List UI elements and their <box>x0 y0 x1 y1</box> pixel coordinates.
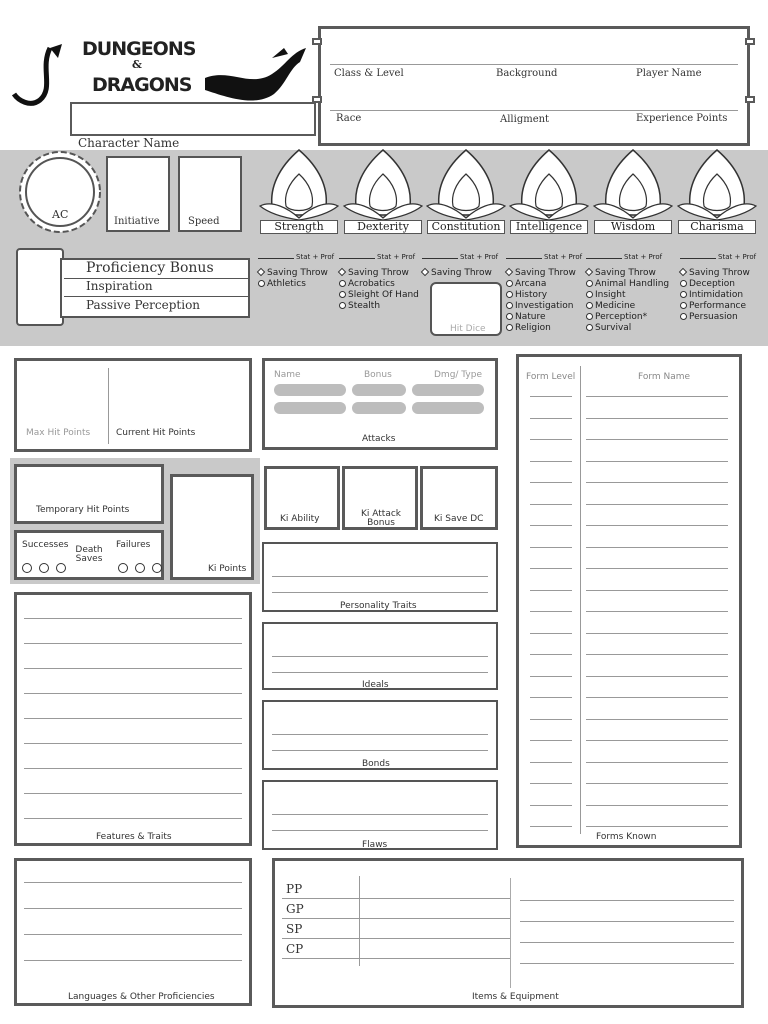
form-name-line[interactable] <box>586 826 728 827</box>
proficiency-circle-icon <box>680 291 687 298</box>
ability-dexterity[interactable] <box>342 148 424 236</box>
flame-icon <box>676 148 758 224</box>
ruled-line <box>24 693 242 694</box>
character-name-field[interactable] <box>70 102 316 136</box>
field-line <box>330 110 738 111</box>
speed-label: Speed <box>188 216 220 227</box>
attack-dmg-field[interactable] <box>412 402 484 414</box>
attack-dmg-header: Dmg/ Type <box>434 370 482 380</box>
proficiency-diamond-icon <box>679 268 687 276</box>
frame-tab <box>312 96 322 103</box>
ruled-line <box>24 668 242 669</box>
skill-item[interactable]: Athletics <box>258 279 328 290</box>
death-saves-title: Death Saves <box>75 545 103 564</box>
skill-item[interactable]: Persuasion <box>680 312 750 323</box>
ac-shield[interactable] <box>18 150 102 234</box>
skills-str <box>258 268 328 290</box>
coin-sp[interactable]: SP <box>286 922 303 936</box>
form-name-line[interactable] <box>586 611 728 612</box>
skills-int <box>506 268 576 334</box>
equipment-divider <box>510 878 511 988</box>
proficiency-circle-icon <box>506 280 513 287</box>
race-label[interactable]: Race <box>336 113 362 124</box>
stat-prof-line[interactable]: Stat + Prof <box>258 253 334 261</box>
ac-label: AC <box>52 208 69 221</box>
form-name-header: Form Name <box>638 372 691 382</box>
ruled-line <box>24 768 242 769</box>
success-circle[interactable] <box>39 563 49 573</box>
stat-prof-line[interactable]: Stat + Prof <box>506 253 582 261</box>
ability-wisdom[interactable] <box>592 148 674 236</box>
proficiency-circle-icon <box>586 324 593 331</box>
flame-icon <box>425 148 507 224</box>
ruled-line <box>24 793 242 794</box>
form-level-line[interactable] <box>530 697 572 698</box>
skill-item[interactable]: Perception* <box>586 312 669 323</box>
alignment-label[interactable]: Alligment <box>500 114 550 125</box>
attack-name-field[interactable] <box>274 384 346 396</box>
form-level-line[interactable] <box>530 504 572 505</box>
ruled-line <box>24 882 242 883</box>
ruled-line <box>24 618 242 619</box>
personality-traits-label: Personality Traits <box>340 601 417 611</box>
flame-icon <box>592 148 674 224</box>
form-name-line[interactable] <box>586 525 728 526</box>
proficiency-diamond-icon <box>257 268 265 276</box>
form-level-line[interactable] <box>530 525 572 526</box>
ruled-line <box>24 643 242 644</box>
flaws-label: Flaws <box>362 840 388 850</box>
stat-prof-line[interactable]: Stat + Prof <box>680 253 756 261</box>
ability-label: Dexterity <box>344 220 422 234</box>
form-name-line[interactable] <box>586 654 728 655</box>
features-traits-box[interactable] <box>14 592 252 846</box>
success-circle[interactable] <box>56 563 66 573</box>
stat-prof-line[interactable]: Stat + Prof <box>422 253 498 261</box>
form-name-line[interactable] <box>586 762 728 763</box>
attack-bonus-field[interactable] <box>352 402 406 414</box>
form-level-line[interactable] <box>530 740 572 741</box>
form-name-line[interactable] <box>586 396 728 397</box>
character-name-label: Character Name <box>78 136 180 150</box>
ruled-line <box>24 718 242 719</box>
proficiency-circle-icon <box>506 324 513 331</box>
field-line <box>330 64 738 65</box>
form-level-line[interactable] <box>530 719 572 720</box>
form-name-line[interactable] <box>586 805 728 806</box>
form-level-header: Form Level <box>526 372 576 382</box>
temp-hp-label: Temporary Hit Points <box>36 505 130 515</box>
player-name-label[interactable]: Player Name <box>636 68 702 79</box>
ideals-box[interactable] <box>262 622 498 690</box>
proficiency-circle-icon <box>680 280 687 287</box>
form-level-line[interactable] <box>530 547 572 548</box>
proficiency-circle-icon <box>586 313 593 320</box>
form-level-line[interactable] <box>530 805 572 806</box>
ki-save-label: Ki Save DC <box>434 514 484 524</box>
ruled-line <box>24 818 242 819</box>
skill-item[interactable]: Survival <box>586 323 669 334</box>
hp-divider <box>108 368 109 444</box>
forms-known-label: Forms Known <box>596 832 657 842</box>
form-name-line[interactable] <box>586 418 728 419</box>
failure-circles[interactable] <box>118 557 164 576</box>
proficiency-circle-icon <box>586 291 593 298</box>
form-name-line[interactable] <box>586 547 728 548</box>
saving-throw-wis[interactable]: Saving Throw <box>586 268 669 279</box>
form-name-line[interactable] <box>586 676 728 677</box>
ruled-line <box>24 960 242 961</box>
form-name-line[interactable] <box>586 568 728 569</box>
ability-label: Constitution <box>427 220 505 234</box>
proficiency-badge[interactable] <box>16 248 64 326</box>
skill-item[interactable]: Arcana <box>506 279 576 290</box>
form-level-line[interactable] <box>530 654 572 655</box>
death-successes-label: Successes <box>22 540 69 550</box>
max-hp-label[interactable]: Max Hit Points <box>26 428 91 438</box>
attacks-title: Attacks <box>362 434 396 444</box>
proficiency-circle-icon <box>680 302 687 309</box>
skills-con <box>422 268 492 279</box>
languages-label: Languages & Other Proficiencies <box>68 992 215 1002</box>
form-name-line[interactable] <box>586 783 728 784</box>
coin-gp[interactable]: GP <box>286 902 304 916</box>
logo-line1: DUNGEONS <box>82 38 196 60</box>
attack-dmg-field[interactable] <box>412 384 484 396</box>
success-circles[interactable] <box>22 557 68 576</box>
frame-tab <box>745 96 755 103</box>
ac-badge-icon <box>18 150 102 234</box>
bonds-label: Bonds <box>362 759 390 769</box>
form-name-line[interactable] <box>586 719 728 720</box>
logo-amp: & <box>132 58 142 71</box>
hit-dice-box[interactable] <box>430 282 502 336</box>
ability-strength[interactable] <box>258 148 340 236</box>
skill-item[interactable]: Performance <box>680 301 750 312</box>
ruled-line <box>520 963 734 964</box>
form-name-line[interactable] <box>586 439 728 440</box>
form-name-line[interactable] <box>586 740 728 741</box>
ruled-line <box>24 743 242 744</box>
form-level-line[interactable] <box>530 418 572 419</box>
stat-prof-line[interactable]: Stat + Prof <box>339 253 415 261</box>
proficiency-diamond-icon <box>421 268 429 276</box>
forms-divider <box>580 366 581 834</box>
stat-prof-line[interactable]: Stat + Prof <box>586 253 662 261</box>
hit-dice-label: Hit Dice <box>450 324 486 334</box>
proficiency-circle-icon <box>586 302 593 309</box>
coin-cp[interactable]: CP <box>286 942 304 956</box>
proficiency-bonus-label[interactable]: Proficiency Bonus <box>86 260 214 276</box>
skills-cha <box>680 268 750 323</box>
failure-circle[interactable] <box>118 563 128 573</box>
inspiration-label[interactable]: Inspiration <box>86 279 153 293</box>
ki-attack-label: Ki Attack Bonus <box>361 509 401 528</box>
failure-circle[interactable] <box>152 563 162 573</box>
skill-item[interactable]: Religion <box>506 323 576 334</box>
bonds-box[interactable] <box>262 700 498 770</box>
success-circle[interactable] <box>22 563 32 573</box>
saving-throw-int[interactable]: Saving Throw <box>506 268 576 279</box>
saving-throw-str[interactable]: Saving Throw <box>258 268 328 279</box>
ability-label: Intelligence <box>510 220 588 234</box>
languages-box[interactable] <box>14 858 252 1006</box>
form-name-line[interactable] <box>586 633 728 634</box>
form-name-line[interactable] <box>586 482 728 483</box>
proficiency-circle-icon <box>339 302 346 309</box>
ki-ability-label: Ki Ability <box>280 514 320 524</box>
ruled-line <box>520 900 734 901</box>
ki-points-label: Ki Points <box>208 564 247 574</box>
ability-charisma[interactable] <box>676 148 758 236</box>
saving-throw-dex[interactable]: Saving Throw <box>339 268 419 279</box>
proficiency-circle-icon <box>506 313 513 320</box>
skill-item[interactable]: Nature <box>506 312 576 323</box>
experience-label[interactable]: Experience Points <box>636 113 728 124</box>
frame-tab <box>312 38 322 45</box>
saving-throw-cha[interactable]: Saving Throw <box>680 268 750 279</box>
form-level-line[interactable] <box>530 568 572 569</box>
skill-item[interactable]: Investigation <box>506 301 576 312</box>
background-label[interactable]: Background <box>496 68 558 79</box>
ruled-line <box>520 921 734 922</box>
ruled-line <box>520 942 734 943</box>
proficiency-circle-icon <box>586 280 593 287</box>
proficiency-panel <box>16 244 256 330</box>
proficiency-circle-icon <box>680 313 687 320</box>
class-level-label[interactable]: Class & Level <box>334 68 404 79</box>
form-level-line[interactable] <box>530 482 572 483</box>
form-level-line[interactable] <box>530 590 572 591</box>
saving-throw-con[interactable]: Saving Throw <box>422 268 492 279</box>
attack-name-header: Name <box>274 370 301 380</box>
skills-wis <box>586 268 669 334</box>
forms-box <box>516 354 742 848</box>
flame-icon <box>342 148 424 224</box>
form-level-line[interactable] <box>530 826 572 827</box>
personality-traits-box[interactable] <box>262 542 498 612</box>
form-level-line[interactable] <box>530 611 572 612</box>
attack-bonus-header: Bonus <box>364 370 392 380</box>
form-name-line[interactable] <box>586 504 728 505</box>
ability-intelligence[interactable] <box>508 148 590 236</box>
attack-name-field[interactable] <box>274 402 346 414</box>
form-name-line[interactable] <box>586 697 728 698</box>
proficiency-circle-icon <box>258 280 265 287</box>
flame-icon <box>508 148 590 224</box>
death-failures-label: Failures <box>116 540 151 550</box>
proficiency-diamond-icon <box>505 268 513 276</box>
ability-label: Charisma <box>678 220 756 234</box>
proficiency-circle-icon <box>506 302 513 309</box>
ruled-line <box>24 908 242 909</box>
skills-dex <box>339 268 419 312</box>
current-hp-label[interactable]: Current Hit Points <box>116 428 196 438</box>
ability-label: Wisdom <box>594 220 672 234</box>
skill-item[interactable]: Acrobatics <box>339 279 419 290</box>
form-level-line[interactable] <box>530 633 572 634</box>
coin-line <box>282 918 510 919</box>
frame-tab <box>745 38 755 45</box>
temp-hp-box[interactable] <box>14 464 164 524</box>
skill-item[interactable]: Sleight Of Hand <box>339 290 419 301</box>
features-traits-label: Features & Traits <box>96 832 172 842</box>
form-level-line[interactable] <box>530 396 572 397</box>
proficiency-diamond-icon <box>585 268 593 276</box>
field-line <box>64 296 250 297</box>
ruled-line <box>24 934 242 935</box>
proficiency-circle-icon <box>339 280 346 287</box>
attack-bonus-field[interactable] <box>352 384 406 396</box>
skill-item[interactable]: Medicine <box>586 301 669 312</box>
form-name-line[interactable] <box>586 590 728 591</box>
speed-box[interactable] <box>178 156 242 232</box>
passive-perception-label[interactable]: Passive Perception <box>86 298 201 312</box>
skill-item[interactable]: Animal Handling <box>586 279 669 290</box>
skill-item[interactable]: History <box>506 290 576 301</box>
form-level-line[interactable] <box>530 439 572 440</box>
coin-line <box>282 898 510 899</box>
proficiency-diamond-icon <box>338 268 346 276</box>
form-name-line[interactable] <box>586 461 728 462</box>
skill-item[interactable]: Insight <box>586 290 669 301</box>
flaws-box[interactable] <box>262 780 498 850</box>
failure-circle[interactable] <box>135 563 145 573</box>
form-level-line[interactable] <box>530 783 572 784</box>
coin-line <box>282 958 510 959</box>
proficiency-circle-icon <box>339 291 346 298</box>
skill-item[interactable]: Intimidation <box>680 290 750 301</box>
form-level-line[interactable] <box>530 762 572 763</box>
character-info-box <box>318 26 750 146</box>
coin-line <box>282 938 510 939</box>
proficiency-circle-icon <box>506 291 513 298</box>
initiative-label: Initiative <box>114 216 160 227</box>
coin-pp[interactable]: PP <box>286 882 303 896</box>
ideals-label: Ideals <box>362 680 389 690</box>
skill-item[interactable]: Stealth <box>339 301 419 312</box>
form-level-line[interactable] <box>530 461 572 462</box>
logo-line2: DRAGONS <box>92 74 192 96</box>
form-level-line[interactable] <box>530 676 572 677</box>
ability-label: Strength <box>260 220 338 234</box>
ability-constitution[interactable] <box>425 148 507 236</box>
logo <box>10 38 310 110</box>
initiative-box[interactable] <box>106 156 170 232</box>
skill-item[interactable]: Deception <box>680 279 750 290</box>
flame-icon <box>258 148 340 224</box>
equipment-label: Items & Equipment <box>472 992 559 1002</box>
